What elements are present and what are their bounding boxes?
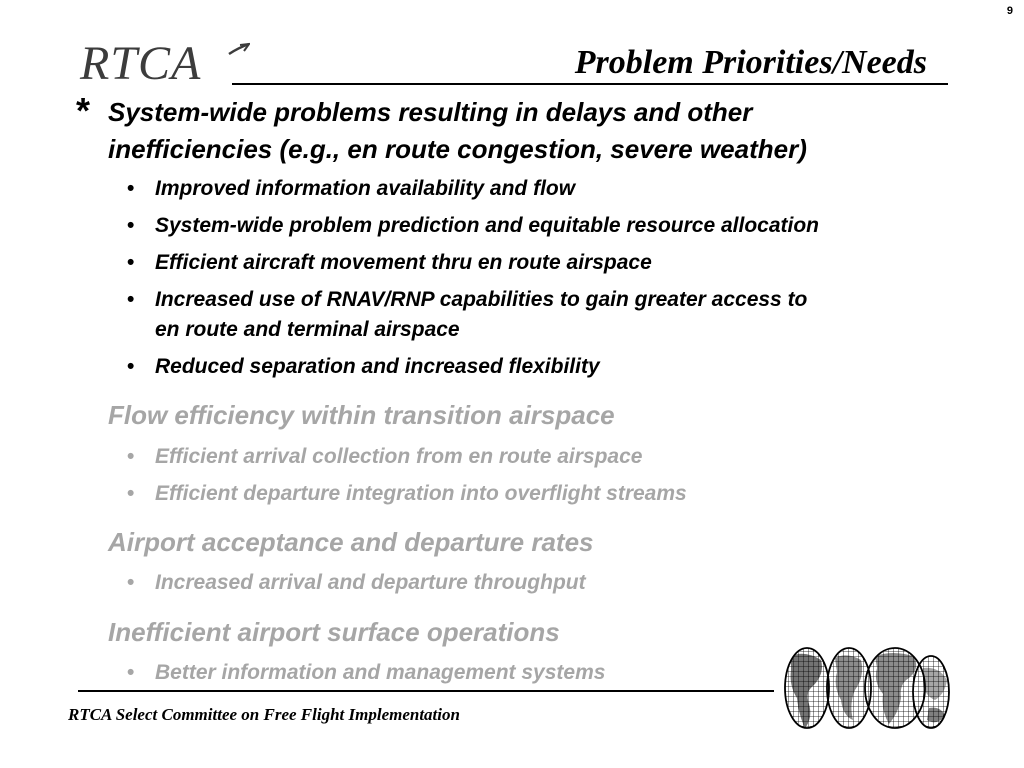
list-item-text: System-wide problem prediction and equitable resource allocation xyxy=(155,214,819,237)
bullet: • xyxy=(127,445,135,468)
slide-title: Problem Priorities/Needs xyxy=(574,44,927,81)
list-item xyxy=(127,173,576,204)
section-heading-1-cont xyxy=(108,131,807,168)
list-item-text: Efficient aircraft movement thru en route airspace xyxy=(155,251,652,274)
logo-text: RTCA xyxy=(80,37,202,90)
list-item xyxy=(127,210,819,241)
section-heading-line: Flow efficiency within transition airspace xyxy=(108,400,615,430)
bullet: • xyxy=(127,214,135,237)
list-item-text: Improved information availability and flow xyxy=(155,177,576,200)
globe-map-icon xyxy=(783,646,951,734)
list-item-text: Efficient arrival collection from en route airspace xyxy=(155,445,643,468)
bullet: • xyxy=(127,661,135,684)
list-item xyxy=(127,478,687,509)
list-item xyxy=(127,441,643,472)
section-heading-2 xyxy=(108,397,615,434)
list-item xyxy=(127,284,808,315)
list-item xyxy=(127,657,606,688)
section-heading-line: Airport acceptance and departure rates xyxy=(108,527,594,557)
list-item xyxy=(127,567,586,598)
bullet: • xyxy=(127,288,135,311)
section-heading-3 xyxy=(108,524,594,561)
section-heading-4 xyxy=(108,614,560,651)
footer-rule xyxy=(78,690,774,692)
section-heading-line: inefficiencies (e.g., en route congestion, severe weather) xyxy=(108,134,807,164)
swoosh-icon xyxy=(228,42,250,56)
bullet: • xyxy=(127,355,135,378)
bullet: • xyxy=(127,571,135,594)
list-item-text: Efficient departure integration into overflight streams xyxy=(155,482,687,505)
list-item-text: en route and terminal airspace xyxy=(155,318,460,341)
rtca-logo xyxy=(80,38,250,90)
list-item-text: Increased arrival and departure throughput xyxy=(155,571,586,594)
list-item-text: Reduced separation and increased flexibility xyxy=(155,355,600,378)
star-marker: * xyxy=(76,90,91,131)
footer-text: RTCA Select Committee on Free Flight Implementation xyxy=(68,705,460,724)
section-heading-1 xyxy=(76,90,753,131)
page-number: 9 xyxy=(1006,5,1013,17)
title-underline xyxy=(232,83,948,85)
section-heading-line: Inefficient airport surface operations xyxy=(108,617,560,647)
bullet: • xyxy=(127,482,135,505)
list-item xyxy=(127,351,600,382)
list-item xyxy=(127,247,652,278)
section-heading-line: System-wide problems resulting in delays and other xyxy=(108,97,753,127)
list-item-text: Increased use of RNAV/RNP capabilities to gain greater access to xyxy=(155,288,808,311)
bullet: • xyxy=(127,251,135,274)
list-item-text: Better information and management systems xyxy=(155,661,606,684)
bullet: • xyxy=(127,177,135,200)
list-item-cont xyxy=(155,314,460,345)
